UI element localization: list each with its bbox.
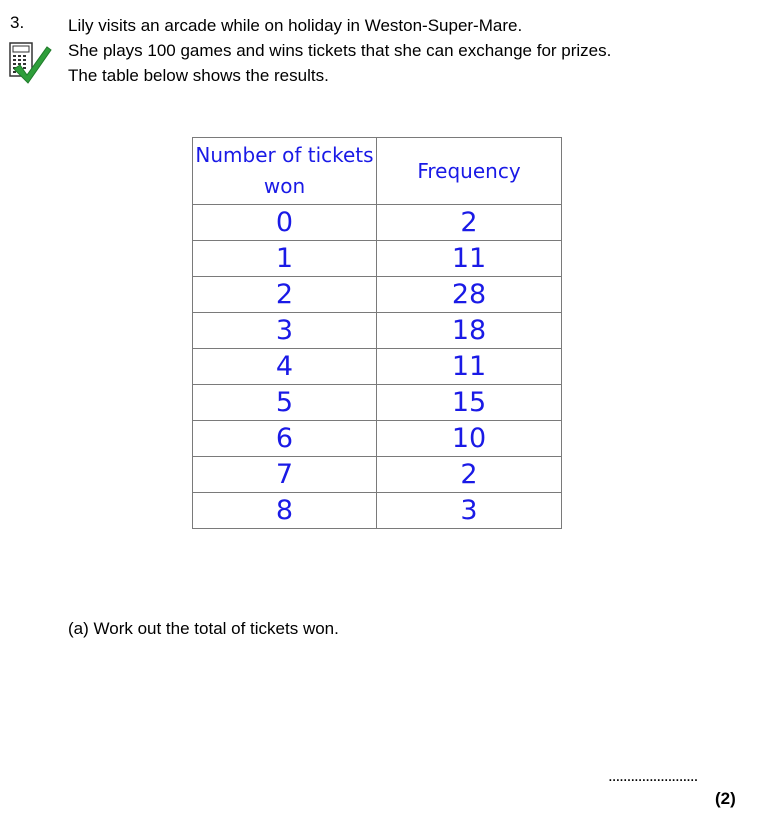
- table-header-row: [193, 138, 562, 205]
- table-row: [193, 385, 562, 421]
- table-row: [193, 457, 562, 493]
- table-row: [193, 277, 562, 313]
- marks-label: (2): [715, 789, 736, 808]
- tickets-cell: 2: [193, 277, 377, 313]
- tickets-cell: 0: [193, 205, 377, 241]
- tickets-cell: 5: [193, 385, 377, 421]
- frequency-cell: 3: [377, 493, 562, 529]
- frequency-cell: 11: [377, 241, 562, 277]
- frequency-table: [192, 137, 562, 529]
- tickets-cell: 3: [193, 313, 377, 349]
- intro-line: She plays 100 games and wins tickets that she can exchange for prizes.: [68, 41, 612, 60]
- intro-line: The table below shows the results.: [68, 66, 329, 85]
- answer-line[interactable]: ........................: [608, 766, 698, 785]
- frequency-cell: 15: [377, 385, 562, 421]
- frequency-cell: 10: [377, 421, 562, 457]
- tickets-cell: 6: [193, 421, 377, 457]
- intro-line: Lily visits an arcade while on holiday in Weston-Super-Mare.: [68, 16, 523, 35]
- question-intro: [68, 13, 611, 88]
- tickets-cell: 8: [193, 493, 377, 529]
- table-row: [193, 313, 562, 349]
- question-number: 3.: [10, 13, 25, 32]
- frequency-cell: 2: [377, 205, 562, 241]
- header-frequency: Frequency: [377, 138, 562, 205]
- tickets-cell: 7: [193, 457, 377, 493]
- table-row: [193, 421, 562, 457]
- tickets-cell: 4: [193, 349, 377, 385]
- table-row: [193, 349, 562, 385]
- table-row: [193, 493, 562, 529]
- header-tickets-won: Number of tickets won: [193, 138, 377, 205]
- table-row: [193, 241, 562, 277]
- frequency-cell: 2: [377, 457, 562, 493]
- part-a-question: (a) Work out the total of tickets won.: [68, 619, 339, 638]
- frequency-cell: 18: [377, 313, 562, 349]
- tickets-cell: 1: [193, 241, 377, 277]
- frequency-cell: 11: [377, 349, 562, 385]
- check-icon: [12, 43, 52, 85]
- frequency-cell: 28: [377, 277, 562, 313]
- table-row: [193, 205, 562, 241]
